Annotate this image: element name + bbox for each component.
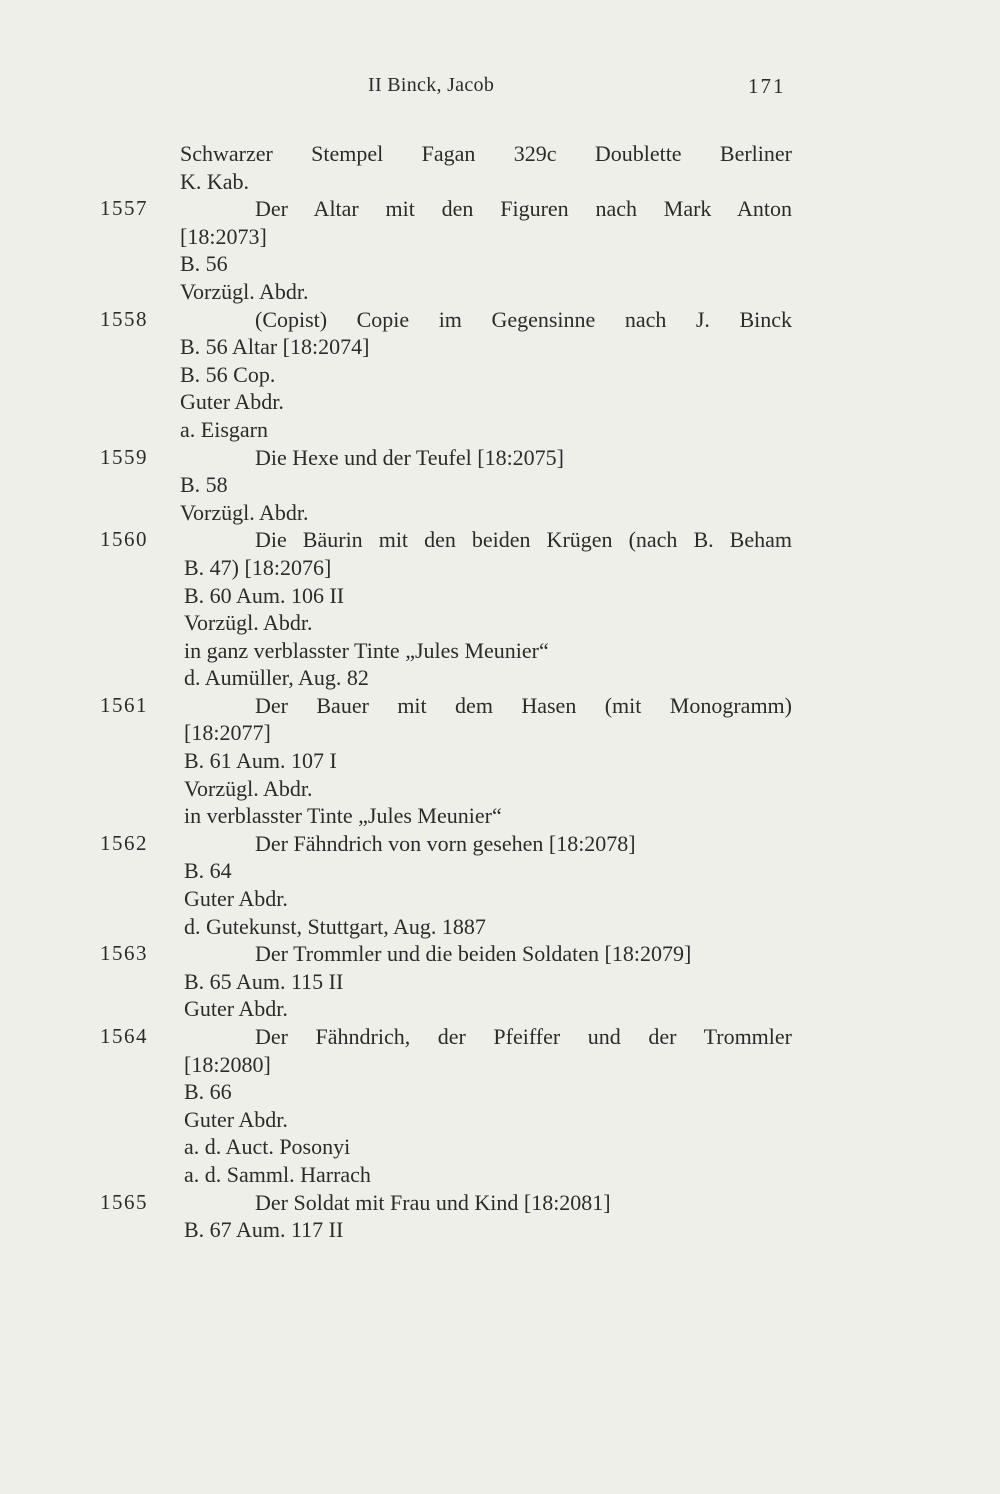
entry-detail: Guter Abdr.	[184, 886, 288, 912]
entry-detail: a. d. Samml. Harrach	[184, 1161, 371, 1187]
entry-title: Die Hexe und der Teufel [18:2075]	[255, 444, 565, 470]
catalog-entry-line	[100, 830, 800, 858]
entry-number: 1565	[100, 1189, 148, 1214]
entry-detail: in verblasster Tinte „Jules Meunier“	[184, 803, 502, 829]
catalog-detail-line	[100, 388, 800, 416]
catalog-detail-line	[100, 1216, 800, 1244]
catalog-entry-line	[100, 306, 800, 334]
entry-detail: Vorzügl. Abdr.	[180, 499, 309, 525]
catalog-detail-line	[100, 802, 800, 830]
catalog-detail-line	[100, 995, 800, 1023]
catalog-entries	[100, 140, 800, 1244]
catalog-detail-line	[100, 499, 800, 527]
catalog-detail-line	[100, 1051, 800, 1079]
catalog-detail-line	[100, 609, 800, 637]
entry-title: Der Soldat mit Frau und Kind [18:2081]	[255, 1189, 611, 1215]
entry-number: 1561	[100, 692, 148, 717]
entry-detail: [18:2077]	[184, 720, 271, 746]
entry-number: 1564	[100, 1024, 148, 1048]
entry-detail: a. Eisgarn	[180, 416, 268, 442]
catalog-detail-line	[100, 582, 800, 610]
catalog-detail-line	[100, 775, 800, 803]
entry-title: (Copist) Copie im Gegensinne nach J. Binck	[255, 306, 792, 332]
entry-number: 1557	[100, 196, 148, 221]
entry-detail: B. 66	[184, 1079, 232, 1105]
entry-detail: B. 56 Cop.	[180, 361, 276, 387]
entry-number: 1562	[100, 830, 148, 855]
entry-title: Der Altar mit den Figuren nach Mark Anton	[255, 196, 792, 222]
entry-title: Der Fähndrich, der Pfeiffer und der Trommler	[255, 1024, 792, 1049]
catalog-detail-line	[100, 913, 800, 941]
catalog-detail-line	[100, 885, 800, 913]
entry-detail: B. 60 Aum. 106 II	[184, 582, 345, 608]
entry-detail: d. Gutekunst, Stuttgart, Aug. 1887	[184, 913, 486, 939]
catalog-detail-line	[100, 471, 800, 499]
entry-number: 1563	[100, 941, 148, 966]
catalog-detail-line	[100, 140, 800, 168]
catalog-detail-line	[100, 554, 800, 582]
running-header: II Binck, Jacob	[368, 74, 495, 96]
catalog-detail-line	[100, 168, 800, 196]
catalog-detail-line	[100, 1133, 800, 1161]
catalog-detail-line	[100, 664, 800, 692]
catalog-detail-line	[100, 747, 800, 775]
entry-detail: B. 56	[180, 251, 228, 277]
entry-number: 1559	[100, 444, 148, 469]
entry-title: Der Fähndrich von vorn gesehen [18:2078]	[255, 830, 636, 856]
catalog-detail-line	[100, 637, 800, 665]
entry-number: 1558	[100, 306, 148, 331]
entry-detail: B. 61 Aum. 107 I	[184, 748, 337, 774]
catalog-entry-line	[100, 940, 800, 968]
entry-detail: B. 65 Aum. 115 II	[184, 968, 344, 994]
catalog-entry-line	[100, 526, 800, 554]
catalog-detail-line	[100, 278, 800, 306]
entry-detail: Vorzügl. Abdr.	[180, 278, 309, 304]
catalog-detail-line	[100, 223, 800, 251]
catalog-detail-line	[100, 968, 800, 996]
entry-detail: Guter Abdr.	[184, 1106, 288, 1132]
catalog-detail-line	[100, 361, 800, 389]
entry-detail: B. 56 Altar [18:2074]	[180, 334, 370, 360]
entry-detail: [18:2073]	[180, 223, 267, 249]
catalog-detail-line	[100, 333, 800, 361]
entry-detail: Guter Abdr.	[180, 389, 284, 415]
entry-number: 1560	[100, 527, 148, 552]
catalog-detail-line	[100, 250, 800, 278]
entry-detail: in ganz verblasster Tinte „Jules Meunier“	[184, 637, 549, 663]
entry-detail: Schwarzer Stempel Fagan 329c Doublette Berliner	[180, 141, 792, 166]
catalog-entry-line	[100, 1189, 800, 1217]
catalog-detail-line	[100, 857, 800, 885]
entry-detail: [18:2080]	[184, 1051, 271, 1077]
entry-detail: B. 64	[184, 858, 232, 884]
entry-detail: B. 67 Aum. 117 II	[184, 1217, 344, 1243]
catalog-detail-line	[100, 719, 800, 747]
entry-detail: B. 47) [18:2076]	[184, 554, 332, 580]
catalog-entry-line	[100, 195, 800, 223]
catalog-detail-line	[100, 1078, 800, 1106]
entry-title: Die Bäurin mit den beiden Krügen (nach B. Beham	[255, 527, 792, 553]
entry-title: Der Bauer mit dem Hasen (mit Monogramm)	[255, 692, 792, 718]
catalog-detail-line	[100, 416, 800, 444]
catalog-detail-line	[100, 1161, 800, 1189]
entry-title: Der Trommler und die beiden Soldaten [18:2079]	[255, 941, 692, 967]
entry-detail: a. d. Auct. Posonyi	[184, 1134, 351, 1160]
catalog-entry-line	[100, 692, 800, 720]
entry-detail: Vorzügl. Abdr.	[184, 610, 313, 636]
entry-detail: d. Aumüller, Aug. 82	[184, 665, 369, 691]
catalog-entry-line	[100, 1023, 800, 1051]
entry-detail: K. Kab.	[180, 168, 250, 194]
entry-detail: B. 58	[180, 472, 228, 498]
page-number: 171	[748, 74, 786, 98]
catalog-entry-line	[100, 444, 800, 472]
entry-detail: Vorzügl. Abdr.	[184, 775, 313, 801]
entry-detail: Guter Abdr.	[184, 996, 288, 1022]
catalog-detail-line	[100, 1106, 800, 1134]
